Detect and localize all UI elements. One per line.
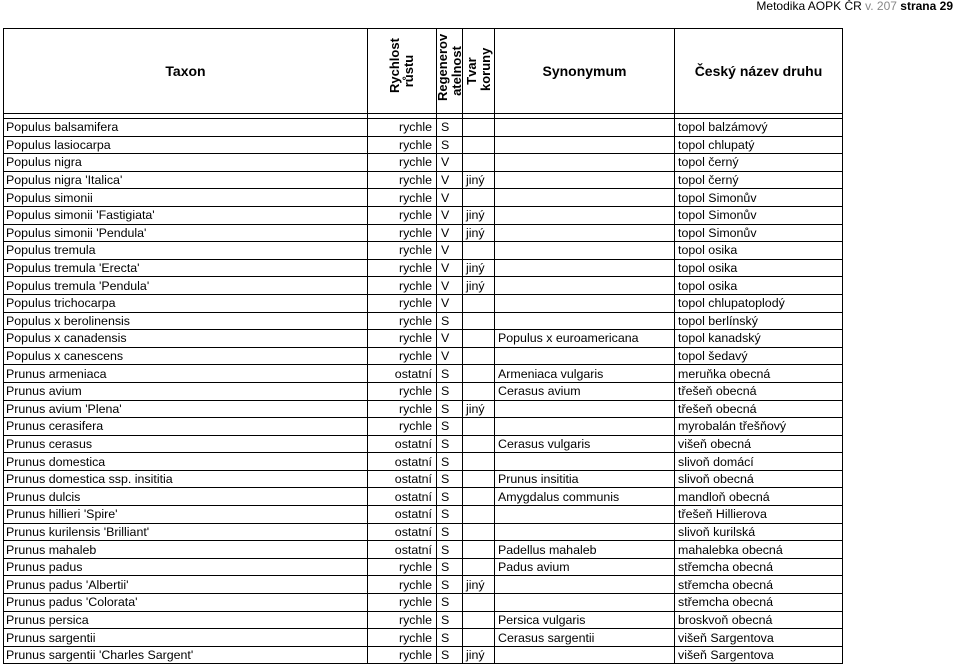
col-header-taxon: Taxon	[4, 29, 368, 114]
cell-growth-rate: rychle	[368, 418, 437, 436]
table-row	[4, 154, 843, 172]
cell-growth-rate: rychle	[368, 312, 437, 330]
cell-synonym: Prunus insititia	[495, 470, 675, 488]
cell-crown-shape	[463, 312, 495, 330]
cell-growth-rate: rychle	[368, 154, 437, 172]
col-header-growth: Rychlost růstu	[368, 29, 437, 114]
cell-regeneration: S	[437, 418, 463, 436]
table-row	[4, 523, 843, 541]
cell-regeneration: S	[437, 453, 463, 471]
cell-czech-name: višeň obecná	[675, 435, 843, 453]
cell-czech-name: myrobalán třešňový	[675, 418, 843, 436]
cell-czech-name: topol Simonův	[675, 189, 843, 207]
cell-regeneration: S	[437, 541, 463, 559]
cell-czech-name: broskvoň obecná	[675, 611, 843, 629]
table-row	[4, 119, 843, 137]
table-row	[4, 206, 843, 224]
cell-synonym: Persica vulgaris	[495, 611, 675, 629]
cell-regeneration: V	[437, 347, 463, 365]
cell-growth-rate: rychle	[368, 347, 437, 365]
cell-regeneration: S	[437, 646, 463, 664]
cell-regeneration: S	[437, 488, 463, 506]
cell-growth-rate: rychle	[368, 558, 437, 576]
cell-czech-name: meruňka obecná	[675, 365, 843, 383]
table-row	[4, 611, 843, 629]
cell-crown-shape: jiný	[463, 400, 495, 418]
cell-crown-shape	[463, 242, 495, 260]
cell-czech-name: třešeň obecná	[675, 400, 843, 418]
cell-regeneration: S	[437, 435, 463, 453]
cell-czech-name: višeň Sargentova	[675, 629, 843, 647]
cell-taxon: Prunus persica	[4, 611, 368, 629]
table-row	[4, 541, 843, 559]
cell-taxon: Populus tremula	[4, 242, 368, 260]
cell-growth-rate: rychle	[368, 576, 437, 594]
cell-growth-rate: rychle	[368, 206, 437, 224]
table-row	[4, 136, 843, 154]
cell-regeneration: V	[437, 224, 463, 242]
publication-number: v. 207	[865, 0, 897, 13]
cell-growth-rate: ostatní	[368, 435, 437, 453]
cell-taxon: Prunus cerasus	[4, 435, 368, 453]
table-row	[4, 400, 843, 418]
cell-czech-name: topol Simonův	[675, 206, 843, 224]
page-number: strana 29	[900, 0, 953, 13]
table-row	[4, 576, 843, 594]
table-row	[4, 242, 843, 260]
cell-growth-rate: ostatní	[368, 453, 437, 471]
col-header-regen: Regenerov atelnost	[437, 29, 463, 114]
table-row	[4, 189, 843, 207]
cell-synonym	[495, 312, 675, 330]
cell-czech-name: topol osika	[675, 277, 843, 295]
cell-growth-rate: rychle	[368, 277, 437, 295]
cell-crown-shape: jiný	[463, 646, 495, 664]
cell-czech-name: slivoň obecná	[675, 470, 843, 488]
cell-regeneration: S	[437, 523, 463, 541]
cell-synonym	[495, 646, 675, 664]
table-row	[4, 435, 843, 453]
cell-czech-name: slivoň domácí	[675, 453, 843, 471]
cell-crown-shape	[463, 488, 495, 506]
cell-taxon: Prunus avium 'Plena'	[4, 400, 368, 418]
cell-regeneration: V	[437, 189, 463, 207]
cell-taxon: Populus trichocarpa	[4, 294, 368, 312]
cell-crown-shape	[463, 365, 495, 383]
cell-regeneration: V	[437, 171, 463, 189]
cell-regeneration: S	[437, 470, 463, 488]
cell-taxon: Prunus domestica ssp. insititia	[4, 470, 368, 488]
cell-synonym: Cerasus sargentii	[495, 629, 675, 647]
cell-taxon: Populus lasiocarpa	[4, 136, 368, 154]
cell-taxon: Populus simonii	[4, 189, 368, 207]
cell-taxon: Populus simonii 'Fastigiata'	[4, 206, 368, 224]
table-row	[4, 594, 843, 612]
cell-regeneration: V	[437, 294, 463, 312]
cell-regeneration: S	[437, 629, 463, 647]
cell-taxon: Prunus sargentii 'Charles Sargent'	[4, 646, 368, 664]
cell-regeneration: S	[437, 119, 463, 137]
cell-crown-shape: jiný	[463, 224, 495, 242]
cell-crown-shape	[463, 418, 495, 436]
cell-synonym	[495, 136, 675, 154]
cell-synonym	[495, 242, 675, 260]
cell-growth-rate: rychle	[368, 136, 437, 154]
cell-growth-rate: rychle	[368, 259, 437, 277]
table-row	[4, 488, 843, 506]
species-table	[3, 28, 843, 664]
cell-growth-rate: ostatní	[368, 541, 437, 559]
cell-growth-rate: rychle	[368, 330, 437, 348]
table-row	[4, 365, 843, 383]
table-row	[4, 506, 843, 524]
cell-regeneration: S	[437, 136, 463, 154]
cell-taxon: Populus x canescens	[4, 347, 368, 365]
cell-taxon: Populus simonii 'Pendula'	[4, 224, 368, 242]
cell-crown-shape	[463, 347, 495, 365]
cell-taxon: Populus x canadensis	[4, 330, 368, 348]
cell-regeneration: S	[437, 594, 463, 612]
cell-czech-name: topol kanadský	[675, 330, 843, 348]
cell-growth-rate: rychle	[368, 189, 437, 207]
table-row	[4, 330, 843, 348]
table-row	[4, 558, 843, 576]
cell-synonym	[495, 189, 675, 207]
cell-regeneration: V	[437, 242, 463, 260]
col-header-synonym: Synonymum	[495, 29, 675, 114]
running-header	[756, 0, 953, 13]
cell-synonym	[495, 294, 675, 312]
cell-synonym: Armeniaca vulgaris	[495, 365, 675, 383]
table-header-row	[4, 29, 843, 114]
cell-taxon: Prunus sargentii	[4, 629, 368, 647]
cell-crown-shape	[463, 435, 495, 453]
cell-synonym	[495, 119, 675, 137]
cell-crown-shape	[463, 453, 495, 471]
cell-regeneration: S	[437, 365, 463, 383]
cell-growth-rate: ostatní	[368, 523, 437, 541]
cell-regeneration: S	[437, 611, 463, 629]
cell-crown-shape: jiný	[463, 576, 495, 594]
cell-czech-name: topol chlupatoplodý	[675, 294, 843, 312]
cell-crown-shape	[463, 506, 495, 524]
cell-synonym: Padellus mahaleb	[495, 541, 675, 559]
publication-name: Metodika AOPK ČR	[756, 0, 862, 13]
table-body	[4, 119, 843, 664]
cell-crown-shape	[463, 523, 495, 541]
cell-regeneration: V	[437, 206, 463, 224]
table-row	[4, 453, 843, 471]
cell-czech-name: třešeň obecná	[675, 382, 843, 400]
table-row	[4, 277, 843, 295]
cell-growth-rate: ostatní	[368, 506, 437, 524]
cell-crown-shape	[463, 629, 495, 647]
cell-growth-rate: rychle	[368, 242, 437, 260]
cell-czech-name: mahalebka obecná	[675, 541, 843, 559]
cell-crown-shape	[463, 611, 495, 629]
cell-crown-shape	[463, 294, 495, 312]
cell-synonym	[495, 576, 675, 594]
cell-growth-rate: rychle	[368, 629, 437, 647]
cell-czech-name: topol balzámový	[675, 119, 843, 137]
cell-synonym	[495, 506, 675, 524]
table-row	[4, 470, 843, 488]
cell-taxon: Prunus cerasifera	[4, 418, 368, 436]
cell-czech-name: topol berlínský	[675, 312, 843, 330]
cell-taxon: Populus tremula 'Erecta'	[4, 259, 368, 277]
cell-synonym: Amygdalus communis	[495, 488, 675, 506]
cell-taxon: Populus balsamifera	[4, 119, 368, 137]
cell-growth-rate: rychle	[368, 594, 437, 612]
cell-growth-rate: rychle	[368, 646, 437, 664]
cell-czech-name: střemcha obecná	[675, 594, 843, 612]
cell-growth-rate: rychle	[368, 382, 437, 400]
table-row	[4, 171, 843, 189]
cell-regeneration: V	[437, 330, 463, 348]
cell-taxon: Prunus hillieri 'Spire'	[4, 506, 368, 524]
cell-growth-rate: rychle	[368, 400, 437, 418]
table-row	[4, 382, 843, 400]
cell-czech-name: slivoň kurilská	[675, 523, 843, 541]
cell-taxon: Populus x berolinensis	[4, 312, 368, 330]
cell-synonym	[495, 594, 675, 612]
cell-synonym	[495, 224, 675, 242]
cell-taxon: Prunus mahaleb	[4, 541, 368, 559]
cell-synonym	[495, 347, 675, 365]
cell-synonym	[495, 206, 675, 224]
cell-crown-shape: jiný	[463, 171, 495, 189]
cell-regeneration: S	[437, 558, 463, 576]
col-header-crown: Tvar koruny	[463, 29, 495, 114]
col-header-czech-name: Český název druhu	[675, 29, 843, 114]
cell-growth-rate: rychle	[368, 611, 437, 629]
cell-czech-name: mandloň obecná	[675, 488, 843, 506]
cell-czech-name: višeň Sargentova	[675, 646, 843, 664]
cell-regeneration: S	[437, 312, 463, 330]
cell-growth-rate: ostatní	[368, 365, 437, 383]
cell-crown-shape	[463, 330, 495, 348]
cell-growth-rate: rychle	[368, 119, 437, 137]
cell-crown-shape	[463, 189, 495, 207]
cell-czech-name: střemcha obecná	[675, 558, 843, 576]
cell-synonym	[495, 400, 675, 418]
cell-taxon: Prunus padus 'Albertii'	[4, 576, 368, 594]
cell-crown-shape: jiný	[463, 277, 495, 295]
cell-synonym	[495, 154, 675, 172]
cell-regeneration: S	[437, 506, 463, 524]
table-row	[4, 646, 843, 664]
cell-crown-shape	[463, 558, 495, 576]
cell-crown-shape	[463, 541, 495, 559]
cell-crown-shape: jiný	[463, 259, 495, 277]
cell-taxon: Prunus armeniaca	[4, 365, 368, 383]
cell-czech-name: topol černý	[675, 171, 843, 189]
cell-czech-name: topol černý	[675, 154, 843, 172]
cell-regeneration: S	[437, 382, 463, 400]
table-row	[4, 418, 843, 436]
cell-synonym	[495, 259, 675, 277]
cell-czech-name: topol osika	[675, 242, 843, 260]
cell-synonym	[495, 418, 675, 436]
cell-czech-name: topol osika	[675, 259, 843, 277]
cell-regeneration: S	[437, 576, 463, 594]
cell-crown-shape	[463, 119, 495, 137]
cell-taxon: Prunus padus	[4, 558, 368, 576]
cell-synonym: Padus avium	[495, 558, 675, 576]
table-row	[4, 259, 843, 277]
cell-regeneration: V	[437, 154, 463, 172]
cell-regeneration: V	[437, 259, 463, 277]
cell-taxon: Populus nigra	[4, 154, 368, 172]
cell-synonym	[495, 523, 675, 541]
cell-synonym	[495, 453, 675, 471]
cell-czech-name: třešeň Hillierova	[675, 506, 843, 524]
cell-growth-rate: rychle	[368, 224, 437, 242]
cell-taxon: Populus tremula 'Pendula'	[4, 277, 368, 295]
cell-growth-rate: rychle	[368, 171, 437, 189]
cell-crown-shape: jiný	[463, 206, 495, 224]
table-row	[4, 294, 843, 312]
cell-czech-name: topol Simonův	[675, 224, 843, 242]
cell-taxon: Populus nigra 'Italica'	[4, 171, 368, 189]
cell-czech-name: střemcha obecná	[675, 576, 843, 594]
cell-growth-rate: ostatní	[368, 488, 437, 506]
cell-growth-rate: rychle	[368, 294, 437, 312]
cell-czech-name: topol šedavý	[675, 347, 843, 365]
cell-synonym	[495, 171, 675, 189]
cell-crown-shape	[463, 594, 495, 612]
cell-synonym	[495, 277, 675, 295]
cell-taxon: Prunus domestica	[4, 453, 368, 471]
cell-czech-name: topol chlupatý	[675, 136, 843, 154]
cell-regeneration: S	[437, 400, 463, 418]
cell-synonym: Cerasus avium	[495, 382, 675, 400]
cell-growth-rate: ostatní	[368, 470, 437, 488]
cell-synonym: Populus x euroamericana	[495, 330, 675, 348]
cell-crown-shape	[463, 470, 495, 488]
cell-crown-shape	[463, 136, 495, 154]
table-row	[4, 629, 843, 647]
cell-taxon: Prunus avium	[4, 382, 368, 400]
cell-taxon: Prunus padus 'Colorata'	[4, 594, 368, 612]
cell-crown-shape	[463, 382, 495, 400]
table-row	[4, 312, 843, 330]
table-row	[4, 347, 843, 365]
cell-taxon: Prunus kurilensis 'Brilliant'	[4, 523, 368, 541]
table-row	[4, 224, 843, 242]
cell-regeneration: V	[437, 277, 463, 295]
cell-taxon: Prunus dulcis	[4, 488, 368, 506]
cell-crown-shape	[463, 154, 495, 172]
cell-synonym: Cerasus vulgaris	[495, 435, 675, 453]
